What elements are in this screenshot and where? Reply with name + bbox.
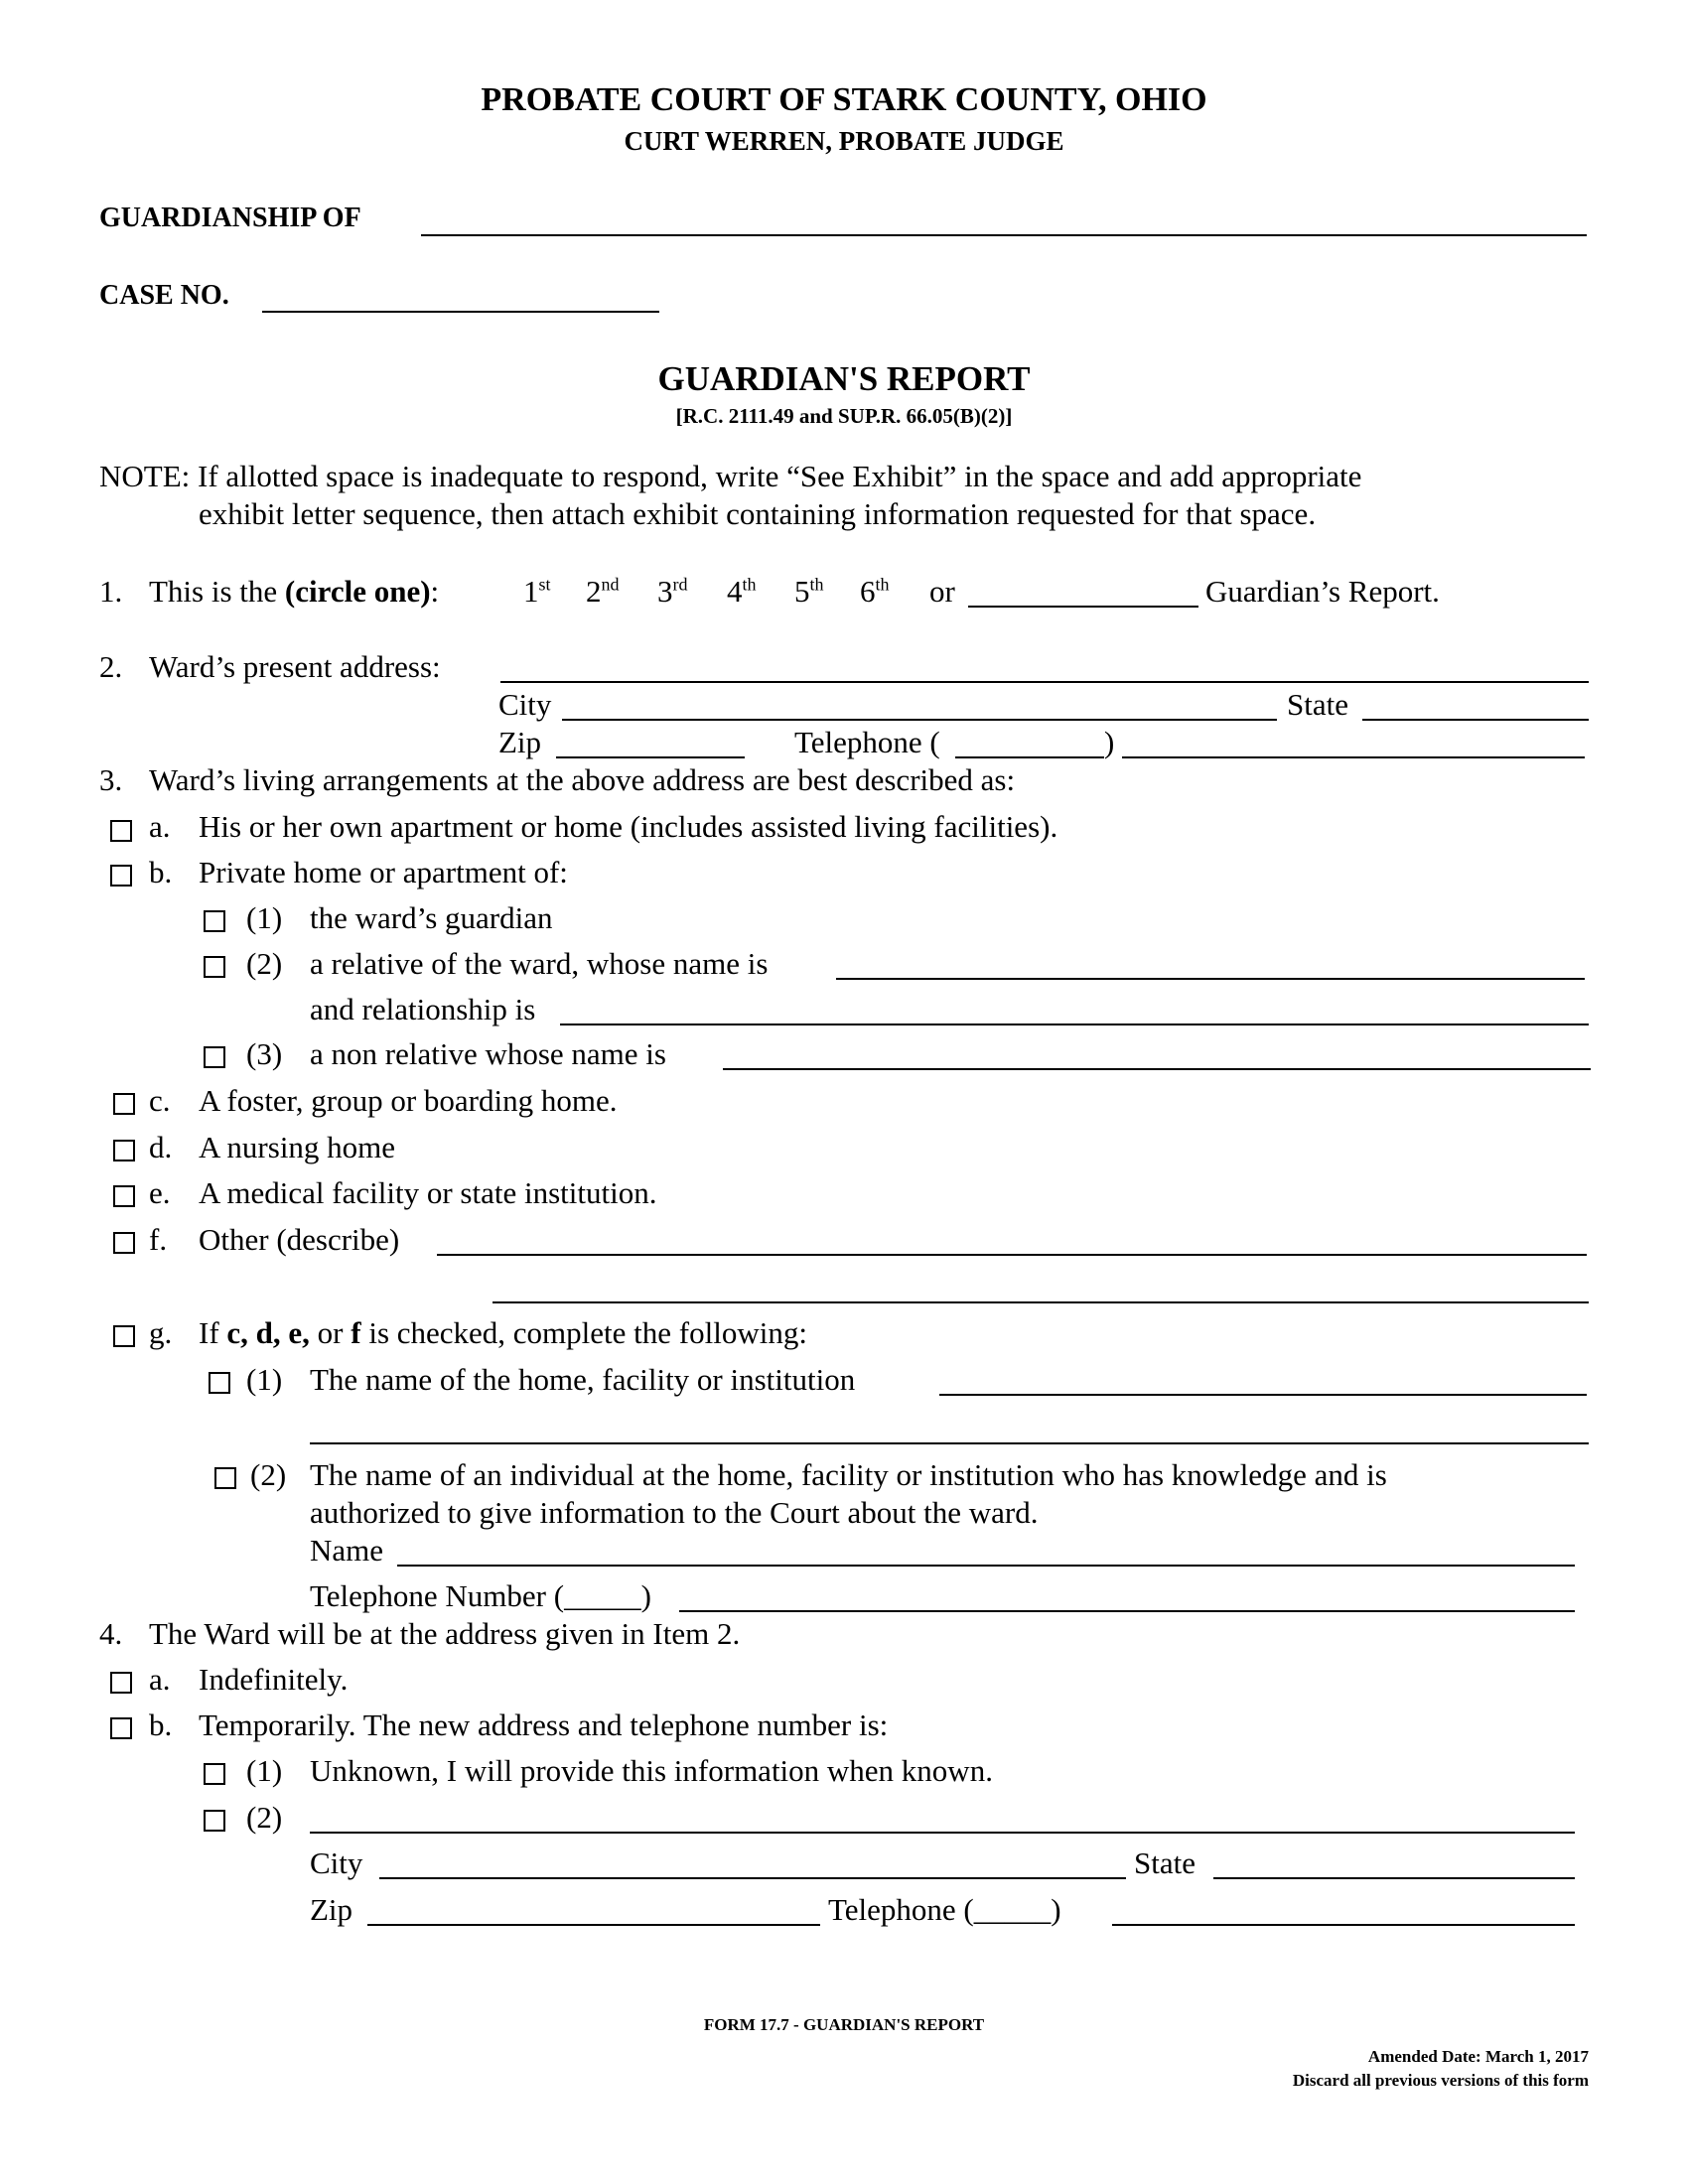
ordinal-4th[interactable]: 4th (727, 574, 757, 609)
checkbox-3b[interactable] (110, 865, 132, 887)
item3b3-text: a non relative whose name is (310, 1036, 666, 1071)
ward-city-field[interactable] (562, 719, 1277, 721)
new-state-label: State (1134, 1845, 1196, 1880)
item1-label: This is the (circle one): (149, 574, 440, 609)
checkbox-4b[interactable] (110, 1717, 132, 1739)
item3b-letter: b. (149, 855, 173, 889)
new-city-field[interactable] (379, 1877, 1126, 1879)
facility-name-field-2[interactable] (310, 1442, 1589, 1444)
checkbox-4a[interactable] (110, 1672, 132, 1694)
contact-telephone-field[interactable] (679, 1610, 1575, 1612)
item3b1-text: the ward’s guardian (310, 900, 553, 935)
new-telephone-field[interactable] (1112, 1924, 1575, 1926)
ward-state-field[interactable] (1362, 719, 1589, 721)
case-no-label: CASE NO. (99, 280, 229, 311)
judge-name: CURT WERREN, PROBATE JUDGE (624, 126, 1064, 156)
new-zip-label: Zip (310, 1892, 353, 1927)
form-number: FORM 17.7 - GUARDIAN'S REPORT (703, 2015, 985, 2034)
telephone-label: Telephone ( (794, 725, 940, 759)
facility-name-field[interactable] (939, 1394, 1587, 1396)
item4-number: 4. (99, 1616, 123, 1651)
item4b1-text: Unknown, I will provide this information when known. (310, 1753, 993, 1788)
checkbox-3g[interactable] (113, 1325, 135, 1347)
item3e-text: A medical facility or state institution. (199, 1175, 657, 1210)
item3b3-num: (3) (246, 1036, 283, 1071)
item4a-letter: a. (149, 1662, 171, 1697)
item3e-letter: e. (149, 1175, 171, 1210)
item3g2-line-2: authorized to give information to the Court about the ward. (310, 1495, 1039, 1530)
new-state-field[interactable] (1213, 1877, 1575, 1879)
other-describe-field[interactable] (437, 1254, 1587, 1256)
ordinal-2nd[interactable]: 2nd (586, 574, 620, 609)
item3g2-telephone-label: Telephone Number (_____) (310, 1578, 651, 1613)
ordinal-3rd[interactable]: 3rd (657, 574, 688, 609)
item3g2-line-1: The name of an individual at the home, facility or institution who has knowledge and is (310, 1457, 1387, 1492)
checkbox-4b1[interactable] (204, 1763, 225, 1785)
item3c-text: A foster, group or boarding home. (199, 1083, 618, 1118)
checkbox-3g1[interactable] (209, 1372, 230, 1394)
note-line-1: NOTE: If allotted space is inadequate to respond, write “See Exhibit” in the space and add appropriate (99, 459, 1362, 493)
checkbox-3a[interactable] (110, 820, 132, 842)
report-title: GUARDIAN'S REPORT (657, 359, 1031, 398)
item4b2-num: (2) (246, 1800, 283, 1835)
court-name: PROBATE COURT OF STARK COUNTY, OHIO (481, 81, 1207, 118)
guardianship-label: GUARDIANSHIP OF (99, 203, 361, 233)
note-line-2: exhibit letter sequence, then attach exhibit containing information requested for that space. (199, 496, 1317, 531)
ordinal-1st[interactable]: 1st (523, 574, 551, 609)
checkbox-3b2[interactable] (204, 956, 225, 978)
item4b-letter: b. (149, 1707, 173, 1742)
item3d-letter: d. (149, 1130, 173, 1164)
new-telephone-label: Telephone (_____) (828, 1892, 1061, 1927)
item3g-letter: g. (149, 1315, 173, 1350)
amended-date: Amended Date: March 1, 2017 (1367, 2047, 1589, 2066)
item3f-text: Other (describe) (199, 1222, 400, 1257)
ordinal-5th[interactable]: 5th (794, 574, 824, 609)
state-label: State (1287, 687, 1348, 722)
item3a-letter: a. (149, 809, 171, 844)
checkbox-3e[interactable] (113, 1185, 135, 1207)
item3b1-num: (1) (246, 900, 283, 935)
item3-label: Ward’s living arrangements at the above address are best described as: (149, 762, 1016, 797)
ward-zip-field[interactable] (556, 756, 745, 758)
telephone-paren-close: ) (1104, 725, 1115, 759)
city-label: City (498, 687, 552, 722)
item3-number: 3. (99, 762, 123, 797)
statute-reference: [R.C. 2111.49 and SUP.R. 66.05(B)(2)] (675, 404, 1013, 428)
ordinal-6th[interactable]: 6th (860, 574, 890, 609)
item3g2-num: (2) (250, 1457, 287, 1492)
checkbox-3f[interactable] (113, 1232, 135, 1254)
new-zip-field[interactable] (367, 1924, 820, 1926)
other-describe-field-2[interactable] (492, 1301, 1589, 1303)
item4b1-num: (1) (246, 1753, 283, 1788)
relative-name-field[interactable] (836, 978, 1585, 980)
zip-label: Zip (498, 725, 542, 759)
item2-label: Ward’s present address: (149, 649, 441, 684)
ward-area-code-field[interactable] (955, 756, 1104, 758)
ward-address-field[interactable] (500, 681, 1589, 683)
item3b-text: Private home or apartment of: (199, 855, 568, 889)
item3f-letter: f. (149, 1222, 168, 1257)
item3g2-name-label: Name (310, 1533, 384, 1568)
item4b-text: Temporarily. The new address and telephone number is: (199, 1707, 889, 1742)
checkbox-3b1[interactable] (204, 910, 225, 932)
checkbox-3c[interactable] (113, 1093, 135, 1115)
item4-label: The Ward will be at the address given in Item 2. (149, 1616, 741, 1651)
case-no-field[interactable] (262, 311, 659, 313)
checkbox-4b2[interactable] (204, 1810, 225, 1832)
non-relative-name-field[interactable] (723, 1068, 1591, 1070)
item4a-text: Indefinitely. (199, 1662, 349, 1697)
ordinal-or: or (929, 574, 955, 609)
item3b2-num: (2) (246, 946, 283, 981)
item3g1-num: (1) (246, 1362, 283, 1397)
new-address-field[interactable] (310, 1832, 1575, 1834)
item3d-text: A nursing home (199, 1130, 396, 1164)
item1-number: 1. (99, 574, 123, 609)
ward-telephone-field[interactable] (1122, 756, 1585, 758)
checkbox-3b3[interactable] (204, 1046, 225, 1068)
checkbox-3d[interactable] (113, 1140, 135, 1161)
item2-number: 2. (99, 649, 123, 684)
item3a-text: His or her own apartment or home (includes assisted living facilities). (199, 809, 1058, 844)
item1-suffix: Guardian’s Report. (1205, 574, 1440, 609)
guardianship-name-field[interactable] (421, 234, 1587, 236)
relationship-field[interactable] (560, 1024, 1589, 1025)
ordinal-other-field[interactable] (968, 606, 1198, 608)
checkbox-3g2[interactable] (214, 1467, 236, 1489)
item3b2-relationship-label: and relationship is (310, 992, 536, 1026)
contact-name-field[interactable] (397, 1565, 1575, 1567)
item3g1-text: The name of the home, facility or institution (310, 1362, 856, 1397)
item3g-text: If c, d, e, or f is checked, complete the following: (199, 1315, 807, 1350)
item3c-letter: c. (149, 1083, 171, 1118)
item3b2-text: a relative of the ward, whose name is (310, 946, 769, 981)
discard-notice: Discard all previous versions of this form (1292, 2071, 1589, 2090)
new-city-label: City (310, 1845, 363, 1880)
